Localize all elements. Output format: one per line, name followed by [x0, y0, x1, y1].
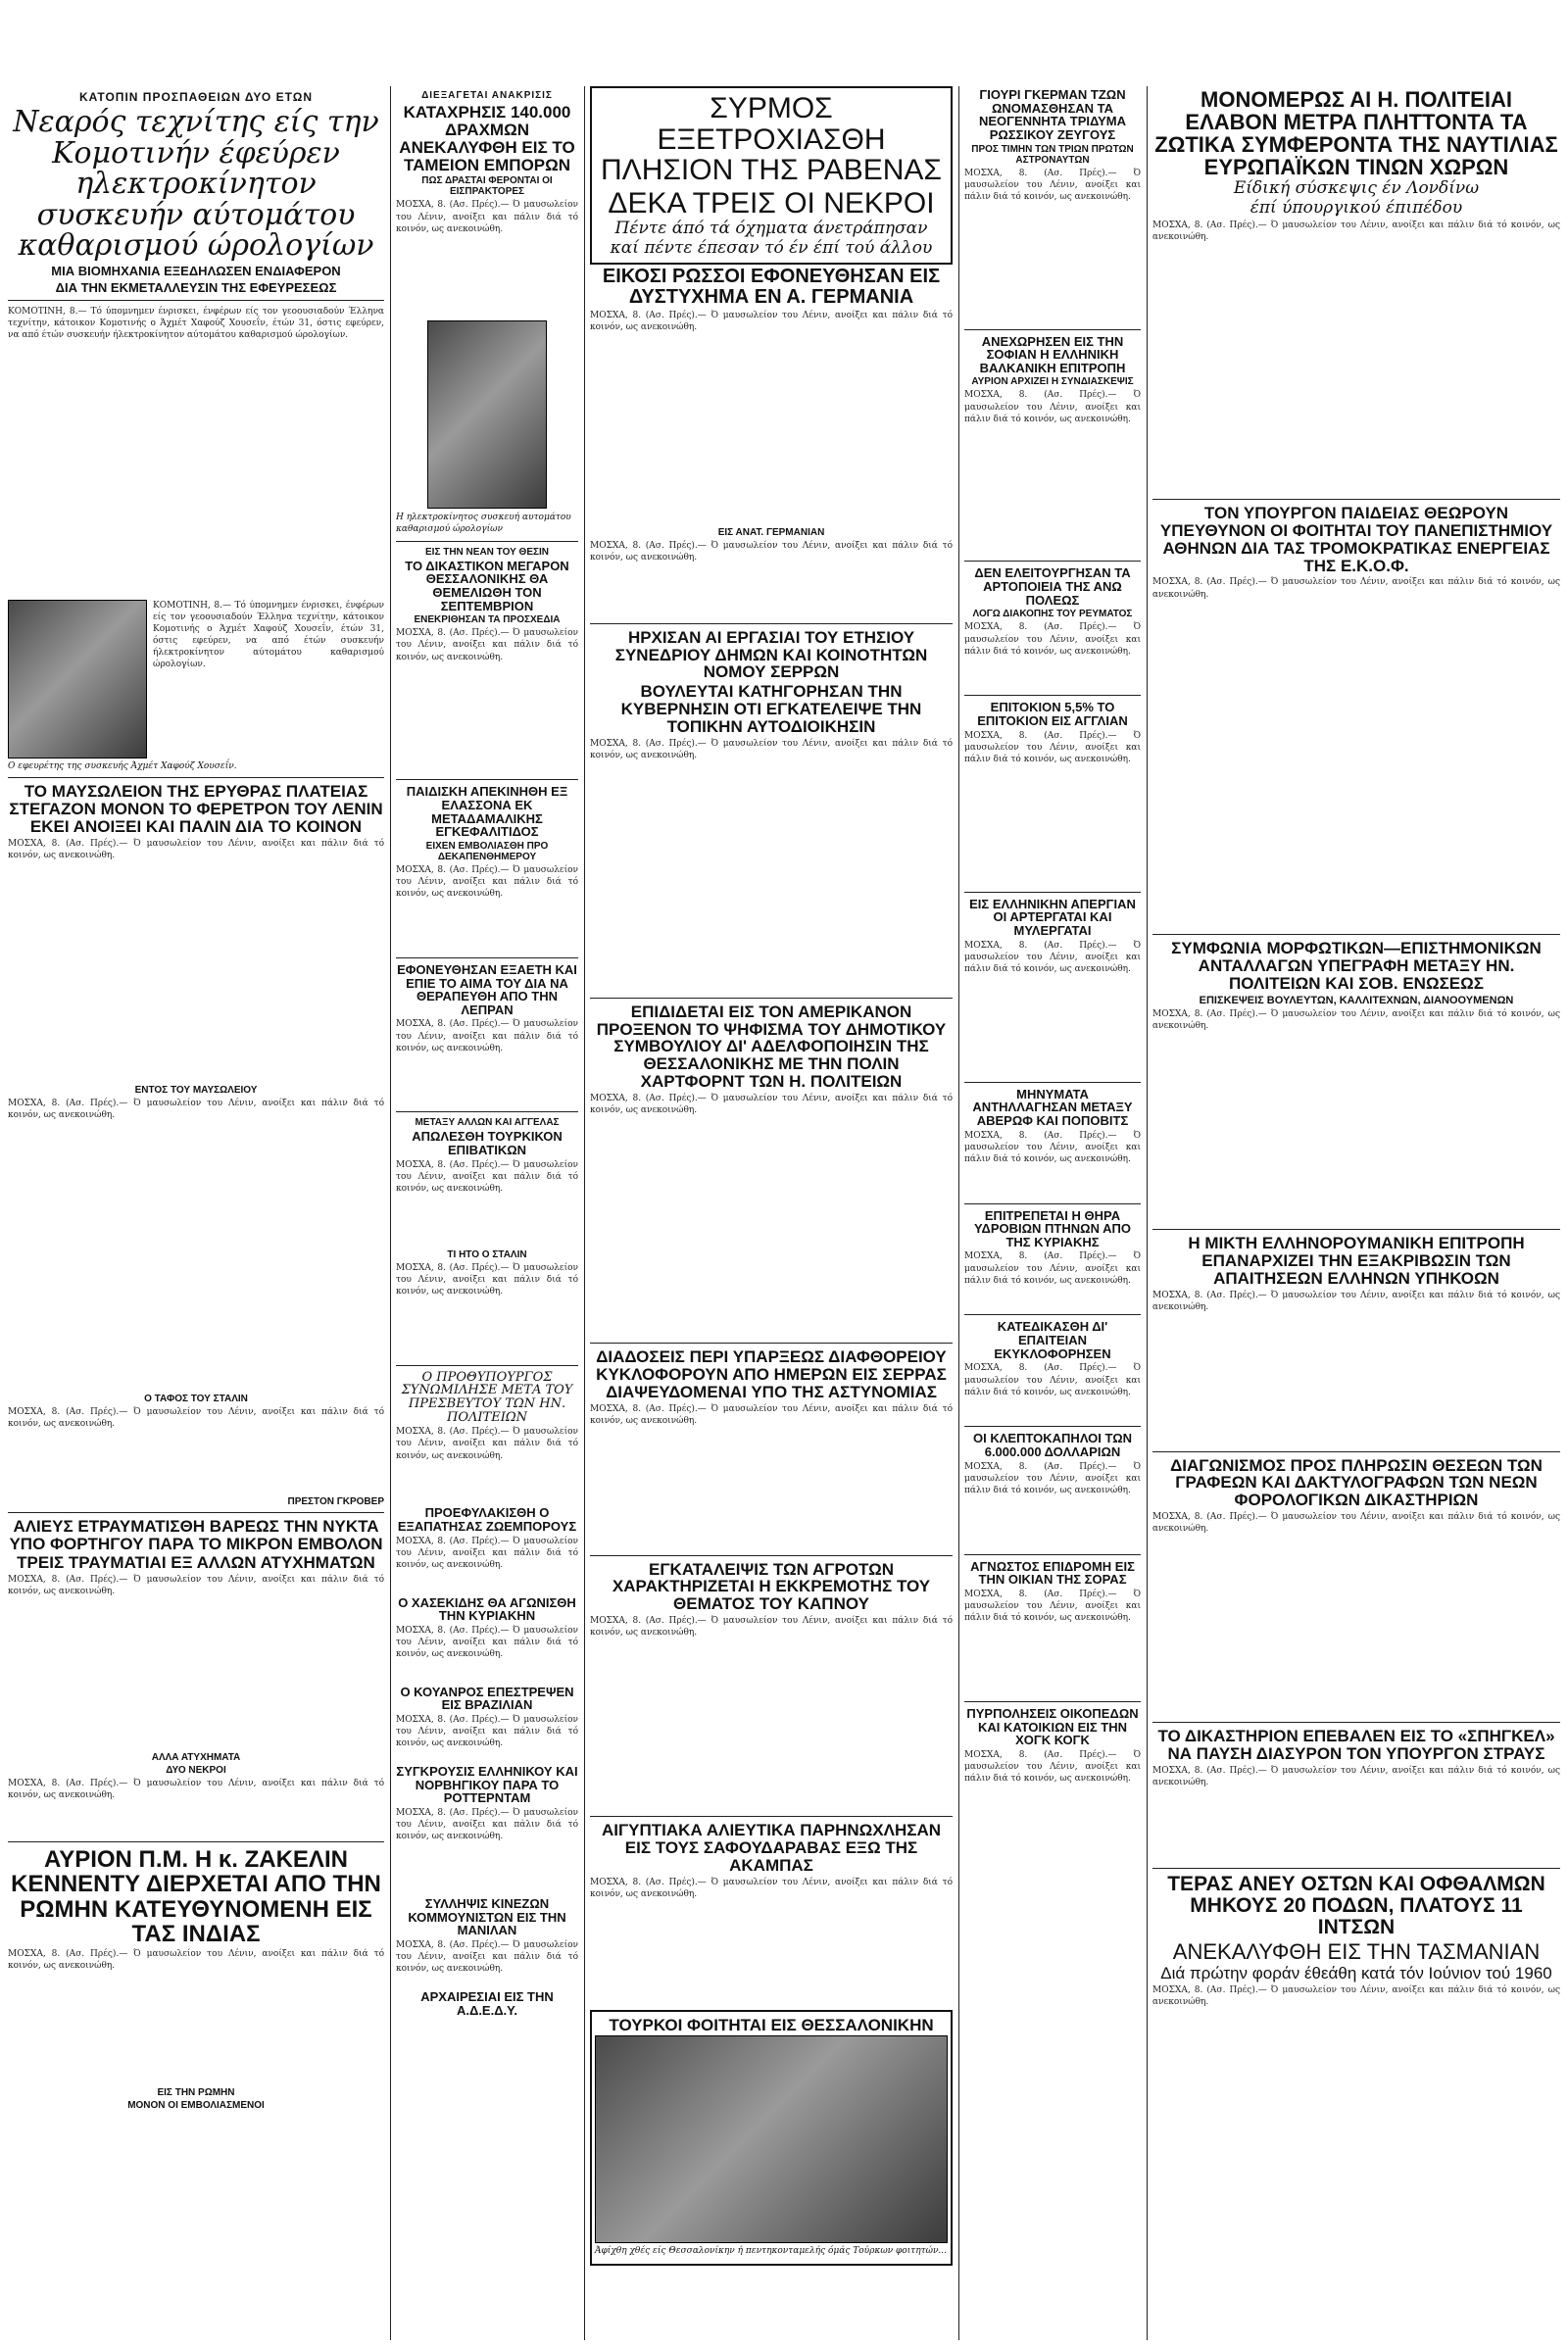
kicker: ΚΑΤΟΠΙΝ ΠΡΟΣΠΑΘΕΙΩΝ ΔΥΟ ΕΤΩΝ: [79, 90, 313, 104]
train-box: [590, 86, 953, 265]
headline-students: ΤΟΥΡΚΟΙ ΦΟΙΤΗΤΑΙ ΕΙΣ ΘΕΣΣΑΛΟΝΙΚΗΝ: [609, 2015, 934, 2034]
article-body: ΜΟΣΧΑ, 8. (Ασ. Πρές).— Ό μαυσωλείον του Λένιν, ανοίξει και πάλιν διά τό κοινόν, ως ανεκοινώθη.: [8, 1779, 384, 1801]
students-photo: [595, 2035, 948, 2243]
headline-egypt: ΑΙΓΥΠΤΙΑΚΑ ΑΛΙΕΥΤΙΚΑ ΠΑΡΗΝΩΧΛΗΣΑΝ ΕΙΣ ΤΟΥΣ ΣΑΦΟΥΔΑΡΑΒΑΣ ΕΞΩ ΤΗΣ ΑΚΑΜΠΑΣ: [601, 1821, 942, 1875]
column-rule: [1147, 86, 1148, 2340]
headline-begging: ΚΑΤΕΔΙΚΑΣΘΗ ΔΙ' ΕΠΑΙΤΕΙΑΝ ΕΚΥΚΛΟΦΟΡΗΣΕΝ: [994, 1319, 1111, 1361]
headline-spiegel: ΤΟ ΔΙΚΑΣΤΗΡΙΟΝ ΕΠΕΒΑΛΕΝ ΕΙΣ ΤΟ «ΣΠΗΓΚΕΛ» ΝΑ ΠΑΥΣΗ ΔΙΑΣΥΡΟΝ ΤΟΝ ΥΠΟΥΡΓΟΝ ΣΤΡΑΥΣ: [1157, 1727, 1555, 1763]
column-2: [396, 86, 578, 2019]
article-body: ΜΟΣΧΑ, 8. (Ασ. Πρές).— Ό μαυσωλείον του Λένιν, ανοίξει και πάλιν διά τό κοινόν, ως ανεκοινώθη.: [964, 1461, 1141, 1495]
subheadline: Πέντε άπό τά όχηματα άνετράπησαν: [614, 219, 928, 238]
article-body: ΜΟΣΧΑ, 8. (Ασ. Πρές).— Ό μαυσωλείον του Λένιν, ανοίξει και πάλιν διά τό κοινόν, ως ανεκοινώθη.: [1152, 1290, 1560, 1312]
article-body: ΜΟΣΧΑ, 8. (Ασ. Πρές).— Ό μαυσωλείον του Λένιν, ανοίξει και πάλιν διά τό κοινόν, ως ανεκοινώθη.: [396, 1262, 578, 1297]
headline-thieves: ΟΙ ΚΛΕΠΤΟΚΑΠΗΛΟΙ ΤΩΝ 6.000.000 ΔΟΛΛΑΡΙΩΝ: [973, 1431, 1132, 1460]
headline-chasekidis: Ο ΧΑΣΕΚΙΔΗΣ ΘΑ ΑΓΩΝΙΣΘΗ ΤΗΝ ΚΥΡΙΑΚΗΝ: [398, 1594, 576, 1624]
article-body: ΜΟΣΧΑ, 8. (Ασ. Πρές).— Ό μαυσωλείον του Λένιν, ανοίξει και πάλιν διά τό κοινόν, ως ανεκοινώθη.: [590, 738, 953, 760]
subheadline: ΕΝΤΟΣ ΤΟΥ ΜΑΥΣΩΛΕΙΟΥ: [134, 1084, 258, 1096]
headline-triplets: ΓΙΟΥΡΙ ΓΚΕΡΜΑΝ ΤΖΩΝ ΩΝΟΜΑΣΘΗΣΑΝ ΤΑ ΝΕΟΓΕΝΝΗΤΑ ΤΡΙΔΥΜΑ ΡΩΣΣΙΚΟΥ ΖΕΥΓΟΥΣ: [978, 87, 1127, 142]
headline-inventor: Νεαρός τεχνίτης είς την Κομοτινήν έφεύρεν ηλεκτροκίνητον συσκευήν αύτομάτου καθαρισμού ώρολογίων: [13, 105, 379, 263]
subheadline: Είδική σύσκεψις έν Λονδίνω: [1233, 178, 1480, 199]
article-body: ΜΟΣΧΑ, 8. (Ασ. Πρές).— Ό μαυσωλείον του Λένιν, ανοίξει και πάλιν διά τό κοινόν, ως ανεκοινώθη.: [1152, 1984, 1560, 2007]
article-body: ΜΟΣΧΑ, 8. (Ασ. Πρές).— Ό μαυσωλείον του Λένιν, ανοίξει και πάλιν διά τό κοινόν, ως ανεκοινώθη.: [964, 622, 1141, 657]
article-body: ΜΟΣΧΑ, 8. (Ασ. Πρές).— Ό μαυσωλείον του Λένιν, ανοίξει και πάλιν διά τό κοινόν, ως ανεκοινώθη.: [590, 1403, 953, 1426]
headline-monster: ΤΕΡΑΣ ΑΝΕΥ ΟΣΤΩΝ ΚΑΙ ΟΦΘΑΛΜΩΝ ΜΗΚΟΥΣ 20 ΠΟΔΩΝ, ΠΛΑΤΟΥΣ 11 ΙΝΤΣΩΝ: [1167, 1872, 1545, 1938]
column-1: [8, 86, 384, 2113]
headline-students-minister: ΤΟΝ ΥΠΟΥΡΓΟΝ ΠΑΙΔΕΙΑΣ ΘΕΩΡΟΥΝ ΥΠΕΥΘΥΝΟΝ ΟΙ ΦΟΙΤΗΤΑΙ ΤΟΥ ΠΑΝΕΠΙΣΤΗΜΙΟΥ ΑΘΗΝΩΝ ΔΙΑ ΤΑΣ ΤΡΟΜΟΚΡΑΤΙΚΑΣ ΕΝΕΡΓΕΙΑΣ ΤΗΣ Ε.Κ.Ο.Φ.: [1159, 504, 1553, 575]
article-body: ΜΟΣΧΑ, 8. (Ασ. Πρές).— Ό μαυσωλείον του Λένιν, ανοίξει και πάλιν διά τό κοινόν, ως ανεκοινώθη.: [396, 1427, 578, 1461]
article-body: ΜΟΣΧΑ, 8. (Ασ. Πρές).— Ό μαυσωλείον του Λένιν, ανοίξει και πάλιν διά τό κοινόν, ως ανεκοινώθη.: [396, 628, 578, 662]
column-rule: [390, 86, 391, 2340]
article-body: ΜΟΣΧΑ, 8. (Ασ. Πρές).— Ό μαυσωλείον του Λένιν, ανοίξει και πάλιν διά τό κοινόν, ως ανεκοινώθη.: [396, 1019, 578, 1053]
subheadline: ΜΙΑ ΒΙΟΜΗΧΑΝΙΑ ΕΞΕΔΗΛΩΣΕΝ ΕΝΔΙΑΦΕΡΟΝ: [51, 263, 341, 278]
article-body: ΜΟΣΧΑ, 8. (Ασ. Πρές).— Ό μαυσωλείον του Λένιν, ανοίξει και πάλιν διά τό κοινόν, ως ανεκοινώθη.: [396, 1159, 578, 1194]
article-body: ΜΟΣΧΑ, 8. (Ασ. Πρές).— Ό μαυσωλείον του Λένιν, ανοίξει και πάλιν διά τό κοινόν, ως ανεκοινώθη.: [396, 200, 578, 234]
headline-hartford: ΕΠΙΔΙΔΕΤΑΙ ΕΙΣ ΤΟΝ ΑΜΕΡΙΚΑΝΟΝ ΠΡΟΞΕΝΟΝ ΤΟ ΨΗΦΙΣΜΑ ΤΟΥ ΔΗΜΟΤΙΚΟΥ ΣΥΜΒΟΥΛΙΟΥ ΔΙ' ΑΔΕΛΦΟΠΟΙΗΣΙΝ ΤΗΣ ΘΕΣΣΑΛΟΝΙΚΗΣ ΜΕ ΤΗΝ ΠΟΛΙΝ ΧΑΡΤΦΟΡΝΤ ΤΩΝ Η. ΠΟΛΙΤΕΙΩΝ: [596, 1002, 947, 1092]
headline-competition: ΔΙΑΓΩΝΙΣΜΟΣ ΠΡΟΣ ΠΛΗΡΩΣΙΝ ΘΕΣΕΩΝ ΤΩΝ ΓΡΑΦΕΩΝ ΚΑΙ ΔΑΚΤΥΛΟΓΡΑΦΩΝ ΤΩΝ ΝΕΩΝ ΦΟΡΟΛΟΓΙΚΩΝ ΔΙΚΑΣΤΗΡΙΩΝ: [1170, 1455, 1543, 1510]
headline-exchanges: ΣΥΜΦΩΝΙΑ ΜΟΡΦΩΤΙΚΩΝ—ΕΠΙΣΤΗΜΟΝΙΚΩΝ ΑΝΤΑΛΛΑΓΩΝ ΥΠΕΓΡΑΦΗ ΜΕΤΑΞΥ ΗΝ. ΠΟΛΙΤΕΙΩΝ ΚΑΙ ΣΟΒ. ΕΝΩΣΕΩΣ: [1171, 939, 1542, 994]
article-body: ΜΟΣΧΑ, 8. (Ασ. Πρές).— Ό μαυσωλείον του Λένιν, ανοίξει και πάλιν διά τό κοινόν, ως ανεκοινώθη.: [964, 1363, 1141, 1397]
article-body: ΜΟΣΧΑ, 8. (Ασ. Πρές).— Ό μαυσωλείον του Λένιν, ανοίξει και πάλιν διά τό κοινόν, ως ανεκοινώθη.: [964, 168, 1141, 202]
headline-serres: ΔΙΑΔΟΣΕΙΣ ΠΕΡΙ ΥΠΑΡΞΕΩΣ ΔΙΑΦΘΟΡΕΙΟΥ ΚΥΚΛΟΦΟΡΟΥΝ ΑΠΟ ΗΜΕΡΩΝ ΕΙΣ ΣΕΡΡΑΣ ΔΙΑΨΕΥΔΟΜΕΝΑΙ ΥΠΟ ΤΗΣ ΑΣΤΥΝΟΜΙΑΣ: [596, 1346, 947, 1401]
article-body: ΜΟΣΧΑ, 8. (Ασ. Πρές).— Ό μαυσωλείον του Λένιν, ανοίξει και πάλιν διά τό κοινόν, ως ανεκοινώθη.: [8, 1575, 384, 1597]
subheadline: ΛΟΓΩ ΔΙΑΚΟΠΗΣ ΤΟΥ ΡΕΥΜΑΤΟΣ: [972, 609, 1133, 620]
article-body: ΜΟΣΧΑ, 8. (Ασ. Πρές).— Ό μαυσωλείον του Λένιν, ανοίξει και πάλιν διά τό κοινόν, ως ανεκοινώθη.: [590, 1093, 953, 1116]
students-box: [590, 2010, 953, 2267]
photo-caption: Ο εφευρέτης της συσκευής Άχμέτ Χαφούζ Χουσεΐν.: [8, 760, 237, 771]
headline-kennedy: ΑΥΡΙΟΝ Π.Μ. Η κ. ΖΑΚΕΛΙΝ ΚΕΝΝΕΝΤΥ ΔΙΕΡΧΕΤΑΙ ΑΠΟ ΤΗΝ ΡΩΜΗΝ ΚΑΤΕΥΘΥΝΟΜΕΝΗ ΕΙΣ ΤΑΣ ΙΝΔΙΑΣ: [11, 1846, 381, 1947]
headline-fisherman: ΑΛΙΕΥΣ ΕΤΡΑΥΜΑΤΙΣΘΗ ΒΑΡΕΩΣ ΤΗΝ ΝΥΚΤΑ ΥΠΟ ΦΟΡΤΗΓΟΥ ΠΑΡΑ ΤΟ ΜΙΚΡΟΝ ΕΜΒΟΛΟΝ: [9, 1516, 383, 1553]
headline-messages: ΜΗΝΥΜΑΤΑ ΑΝΤΗΛΛΑΓΗΣΑΝ ΜΕΤΑΞΥ ΑΒΕΡΩΦ ΚΑΙ ΠΟΠΟΒΙΤΣ: [972, 1086, 1133, 1128]
article-body: ΜΟΣΧΑ, 8. (Ασ. Πρές).— Ό μαυσωλείον του Λένιν, ανοίξει και πάλιν διά τό κοινόν, ως ανεκοινώθη.: [964, 1749, 1141, 1785]
article-body: ΚΟΜΟΤΙΝΗ, 8.— Τό ύπομνημεν ένρισκει, ένφέρων είς τον γεοουσιαδούν Έλληνα τεχνίτην, κάτοικον Κομοτινής ο Άχμέτ Χαφούζ Χουσεΐν, έτών 31, όστις εφεύρεν, να από έτών συσκευήν ήλεκτροκίνητον αύτομάτου καθαρισμού ώρολογίων.: [153, 600, 384, 670]
headline-tobacco: ΕΓΚΑΤΑΛΕΙΨΙΣ ΤΩΝ ΑΓΡΟΤΩΝ ΧΑΡΑΚΤΗΡΙΖΕΤΑΙ Η ΕΚΚΡΕΜΟΤΗΣ ΤΟΥ ΘΕΜΑΤΟΣ ΤΟΥ ΚΑΠΝΟΥ: [612, 1559, 931, 1614]
photo-caption: Άφίχθη χθές είς Θεσσαλονίκην ή πεντηκονταμελής όμάς Τούρκων φοιτητών...: [595, 2246, 947, 2257]
article-body: ΚΟΜΟΤΙΝΗ, 8.— Τό ύπομνημεν ένρισκει, ένφέρων είς τον γεοουσιαδούν Έλληνα τεχνίτην, κάτοικον Κομοτινής ο Άχμέτ Χαφούζ Χουσεΐν, έτών 31, όστις εφεύρεν, να από έτών συσκευήν ήλεκτροκίνητον αύτομάτου καθαρισμού ώρολογίων.: [8, 306, 384, 340]
article-body: ΜΟΣΧΑ, 8. (Ασ. Πρές).— Ό μαυσωλείον του Λένιν, ανοίξει και πάλιν διά τό κοινόν, ως ανεκοινώθη.: [396, 1939, 578, 1975]
headline-deputies: ΒΟΥΛΕΥΤΑΙ ΚΑΤΗΓΟΡΗΣΑΝ ΤΗΝ ΚΥΒΕΡΝΗΣΙΝ ΟΤΙ ΕΓΚΑΤΕΛΕΙΨΕ ΤΗΝ ΤΟΠΙΚΗΝ ΑΥΤΟΔΙΟΙΚΗΣΙΝ: [620, 682, 922, 736]
article-body: ΜΟΣΧΑ, 8. (Ασ. Πρές).— Ό μαυσωλείον του Λένιν, ανοίξει και πάλιν διά τό κοινόν, ως ανεκοινώθη.: [396, 1715, 578, 1749]
headline-hunting: ΕΠΙΤΡΕΠΕΤΑΙ Η ΘΗΡΑ ΥΔΡΟΒΙΩΝ ΠΤΗΝΩΝ ΑΠΟ ΤΗΣ ΚΥΡΙΑΚΗΣ: [974, 1207, 1131, 1249]
subheadline: ΕΠΙΣΚΕΨΕΙΣ ΒΟΥΛΕΥΤΩΝ, ΚΑΛΛΙΤΕΧΝΩΝ, ΔΙΑΝΟΟΥΜΕΝΩΝ: [1199, 994, 1514, 1006]
headline-leprosy: ΕΦΟΝΕΥΘΗΣΑΝ ΕΞΑΕΤΗ ΚΑΙ ΕΠΙΕ ΤΟ ΑΙΜΑ ΤΟΥ ΔΙΑ ΝΑ ΘΕΡΑΠΕΥΘΗ ΑΠΟ ΤΗΝ ΛΕΠΡΑΝ: [397, 961, 577, 1017]
headline-collision: ΣΥΓΚΡΟΥΣΙΣ ΕΛΛΗΝΙΚΟΥ ΚΑΙ ΝΟΡΒΗΓΙΚΟΥ ΠΑΡΑ ΤΟ ΡΟΤΤΕΡΝΤΑΜ: [396, 1764, 578, 1806]
article-body: ΜΟΣΧΑ, 8. (Ασ. Πρές).— Ό μαυσωλείον του Λένιν, ανοίξει και πάλιν διά τό κοινόν, ως ανεκοινώθη.: [964, 940, 1141, 974]
subheadline: ΕΙΣ ΤΗΝ ΝΕΑΝ ΤΟΥ ΘΕΣΙΝ: [425, 546, 549, 558]
article-body: ΜΟΣΧΑ, 8. (Ασ. Πρές).— Ό μαυσωλείον του Λένιν, ανοίξει και πάλιν διά τό κοινόν, ως ανεκοινώθη.: [964, 730, 1141, 764]
article-body: ΜΟΣΧΑ, 8. (Ασ. Πρές).— Ό μαυσωλείον του Λένιν, ανοίξει και πάλιν διά τό κοινόν, ως ανεκοινώθη.: [8, 1098, 384, 1120]
byline: ΠΡΕΣΤΟΝ ΓΚΡΟΒΕΡ: [287, 1495, 384, 1507]
subheadline: ΔΥΟ ΝΕΚΡΟΙ: [166, 1765, 226, 1777]
subheadline: καί πέντε έπεσαν τό έν έπί τού άλλου: [610, 237, 933, 258]
device-photo: [427, 320, 547, 509]
subheadline: ΕΙΣ ΑΝΑΤ. ΓΕΡΜΑΝΙΑΝ: [717, 526, 825, 538]
article-body: ΜΟΣΧΑ, 8. (Ασ. Πρές).— Ό μαυσωλείον του Λένιν, ανοίξει και πάλιν διά τό κοινόν, ως ανεκοινώθη.: [396, 864, 578, 900]
subheadline: ΠΩΣ ΔΡΑΣΤΑΙ ΦΕΡΟΝΤΑΙ ΟΙ ΕΙΣΠΡΑΚΤΟΡΕΣ: [421, 175, 553, 198]
subheadline: ΕΝΕΚΡΙΘΗΣΑΝ ΤΑ ΠΡΟΣΧΕΔΙΑ: [414, 614, 561, 626]
article-body: ΜΟΣΧΑ, 8. (Ασ. Πρές).— Ό μαυσωλείον του Λένιν, ανοίξει και πάλιν διά τό κοινόν, ως ανεκοινώθη.: [8, 838, 384, 860]
subheadline: ΤΡΕΙΣ ΤΡΑΥΜΑΤΙΑΙ ΕΞ ΑΛΛΩΝ ΑΤΥΧΗΜΑΤΩΝ: [17, 1553, 375, 1573]
headline-dead: ΔΕΚΑ ΤΡΕΙΣ ΟΙ ΝΕΚΡΟΙ: [608, 186, 935, 220]
headline-balkan: ΑΝΕΧΩΡΗΣΕΝ ΕΙΣ ΤΗΝ ΣΟΦΙΑΝ Η ΕΛΛΗΝΙΚΗ ΒΑΛΚΑΝΙΚΗ ΕΠΙΤΡΟΠΗ: [979, 333, 1126, 375]
column-5: [1152, 86, 1560, 2180]
article-body: ΜΟΣΧΑ, 8. (Ασ. Πρές).— Ό μαυσωλείον του Λένιν, ανοίξει και πάλιν διά τό κοινόν, ως ανεκοινώθη.: [396, 1536, 578, 1570]
headline-strike: ΕΙΣ ΕΛΛΗΝΙΚΗΝ ΑΠΕΡΓΙΑΝ ΟΙ ΑΡΤΕΡΓΑΤΑΙ ΚΑΙ ΜΥΛΕΡΓΑΤΑΙ: [969, 896, 1136, 938]
headline-train: ΣΥΡΜΟΣ ΕΞΕΤΡΟΧΙΑΣΘΗ ΠΛΗΣΙΟΝ ΤΗΣ ΡΑΒΕΝΑΣ: [601, 92, 942, 186]
headline-turkish: ΑΠΩΛΕΣΘΗ ΤΟΥΡΚΙΚΟΝ ΕΠΙΒΑΤΙΚΩΝ: [412, 1129, 563, 1158]
subheadline: ΤΙ ΗΤΟ Ο ΣΤΑΛΙΝ: [447, 1248, 527, 1260]
subheadline: ΕΙΧΕΝ ΕΜΒΟΛΙΑΣΘΗ ΠΡΟ ΔΕΚΑΠΕΝΘΗΜΕΡΟΥ: [425, 840, 549, 862]
headline-manila: ΣΥΛΛΗΨΙΣ ΚΙΝΕΖΩΝ ΚΟΜΜΟΥΝΙΣΤΩΝ ΕΙΣ ΤΗΝ ΜΑΝΙΛΑΝ: [408, 1896, 566, 1938]
headline-pm: Ο ΠΡΟΘΥΠΟΥΡΓΟΣ ΣΥΝΩΜΙΛΗΣΕ ΜΕΤΑ ΤΟΥ ΠΡΕΣΒΕΥΤΟΥ ΤΩΝ ΗΝ. ΠΟΛΙΤΕΙΩΝ: [401, 1369, 573, 1425]
headline-romania: Η ΜΙΚΤΗ ΕΛΛΗΝΟΡΟΥΜΑΝΙΚΗ ΕΠΙΤΡΟΠΗ ΕΠΑΝΑΡΧΙΖΕΙ ΤΗΝ ΕΞΑΚΡΙΒΩΣΙΝ ΤΩΝ ΑΠΑΙΤΗΣΕΩΝ ΕΛΛΗΝΩΝ ΥΠΗΚΟΩΝ: [1188, 1233, 1525, 1288]
subheadline: ΜΕΤΑΞΥ ΑΛΛΩΝ ΚΑΙ ΑΓΓΕΛΑΣ: [415, 1117, 560, 1129]
headline-russians: ΕΙΚΟΣΙ ΡΩΣΣΟΙ ΕΦΟΝΕΥΘΗΣΑΝ ΕΙΣ ΔΥΣΤΥΧΗΜΑ ΕΝ Α. ΓΕΡΜΑΝΙΑ: [602, 265, 941, 308]
subheadline: έπί ύπουργικού έπιπέδου: [1250, 198, 1463, 219]
headline-shipping: ΜΟΝΟΜΕΡΩΣ ΑΙ Η. ΠΟΛΙΤΕΙΑΙ ΕΛΑΒΟΝ ΜΕΤΡΑ ΠΛΗΤΤΟΝΤΑ ΤΑ ΖΩΤΙΚΑ ΣΥΜΦΕΡΟΝΤΑ ΤΗΣ ΝΑΥΤΙΛΙΑΣ ΕΥΡΩΠΑΪΚΩΝ ΤΙΝΩΝ ΧΩΡΩΝ: [1154, 87, 1558, 180]
article-body: ΜΟΣΧΑ, 8. (Ασ. Πρές).— Ό μαυσωλείον του Λένιν, ανοίξει και πάλιν διά τό κοινόν, ως ανεκοινώθη.: [1152, 1008, 1560, 1032]
photo-caption: Η ηλεκτροκίνητος συσκευή αυτομάτου καθαρισμού ώρολογίων: [396, 513, 571, 535]
kicker: ΔΙΕΞΑΓΕΤΑΙ ΑΝΑΚΡΙΣΙΣ: [421, 90, 553, 101]
headline-embezzlement: ΚΑΤΑΧΡΗΣΙΣ 140.000 ΔΡΑΧΜΩΝ ΑΝΕΚΑΛΥΦΘΗ ΕΙΣ ΤΟ ΤΑΜΕΙΟΝ ΕΜΠΟΡΩΝ: [399, 103, 575, 174]
headline-bakeries: ΔΕΝ ΕΛΕΙΤΟΥΡΓΗΣΑΝ ΤΑ ΑΡΤΟΠΟΙΕΙΑ ΤΗΣ ΑΝΩ ΠΟΛΕΩΣ: [974, 565, 1131, 608]
subheadline: ΠΡΟΣ ΤΙΜΗΝ ΤΩΝ ΤΡΙΩΝ ΠΡΩΤΩΝ ΑΣΤΡΟΝΑΥΤΩΝ: [971, 143, 1134, 166]
article-body: ΜΟΣΧΑ, 8. (Ασ. Πρές).— Ό μαυσωλείον του Λένιν, ανοίξει και πάλιν διά τό κοινόν, ως ανεκοινώθη.: [964, 1251, 1141, 1286]
subheadline: ΜΟΝΟΝ ΟΙ ΕΜΒΟΛΙΑΣΜΕΝΟΙ: [127, 2100, 265, 2111]
headline-tasmania: ΑΝΕΚΑΛΥΦΘΗ ΕΙΣ ΤΗΝ ΤΑΣΜΑΝΙΑΝ: [1172, 1938, 1541, 1964]
column-rule: [958, 86, 959, 2340]
headline-adedy: ΑΡΧΑΙΡΕΣΙΑΙ ΕΙΣ ΤΗΝ Α.Δ.Ε.Δ.Υ.: [420, 1988, 554, 2018]
article-body: ΜΟΣΧΑ, 8. (Ασ. Πρές).— Ό μαυσωλείον του Λένιν, ανοίξει και πάλιν διά τό κοινόν, ως ανεκοινώθη.: [964, 1130, 1141, 1164]
article-body: ΜΟΣΧΑ, 8. (Ασ. Πρές).— Ό μαυσωλείον του Λένιν, ανοίξει και πάλιν διά τό κοινόν, ως ανεκοινώθη.: [396, 1808, 578, 1842]
headline-raid: ΑΓΝΩΣΤΟΣ ΕΠΙΔΡΟΜΗ ΕΙΣ ΤΗΝ ΟΙΚΙΑΝ ΤΗΣ ΣΟΡΑΣ: [970, 1558, 1135, 1588]
subheadline: ΔΙΑ ΤΗΝ ΕΚΜΕΤΑΛΛΕΥΣΙΝ ΤΗΣ ΕΦΕΥΡΕΣΕΩΣ: [55, 279, 337, 295]
article-body: ΜΟΣΧΑ, 8. (Ασ. Πρές).— Ό μαυσωλείον του Λένιν, ανοίξει και πάλιν διά τό κοινόν, ως ανεκοινώθη.: [590, 540, 953, 563]
portrait-photo: [8, 600, 147, 759]
column-rule: [584, 86, 585, 2340]
article-body: ΜΟΣΧΑ, 8. (Ασ. Πρές).— Ό μαυσωλείον του Λένιν, ανοίξει και πάλιν διά τό κοινόν, ως ανεκοινώθη.: [964, 1589, 1141, 1624]
article-body: ΜΟΣΧΑ, 8. (Ασ. Πρές).— Ό μαυσωλείον του Λένιν, ανοίξει και πάλιν διά τό κοινόν, ως ανεκοινώθη.: [964, 390, 1141, 424]
headline-rate: ΕΠΙΤΟΚΙΟΝ 5,5% ΤΟ ΕΠΙΤΟΚΙΟΝ ΕΙΣ ΑΓΓΛΙΑΝ: [977, 700, 1128, 729]
headline-girl: ΠΑΙΔΙΣΚΗ ΑΠΕΚΙΝΗΘΗ ΕΞ ΕΛΑΣΣΟΝΑ ΕΚ ΜΕΤΑΔΑΜΑΛΙΚΗΣ ΕΓΚΕΦΑΛΙΤΙΔΟΣ: [406, 784, 568, 840]
headline-brazil: Ο ΚΟΥΑΝΡΟΣ ΕΠΕΣΤΡΕΨΕΝ ΕΙΣ ΒΡΑΖΙΛΙΑΝ: [400, 1684, 574, 1713]
subheadline: Διά πρώτην φοράν έθεάθη κατά τόν Ιούνιον τού 1960: [1160, 1963, 1552, 1982]
headline-hongkong: ΠΥΡΠΟΛΗΣΕΙΣ ΟΙΚΟΠΕΔΩΝ ΚΑΙ ΚΑΤΟΙΚΙΩΝ ΕΙΣ ΤΗΝ ΧΟΓΚ ΚΟΓΚ: [966, 1705, 1139, 1748]
subheadline: ΑΥΡΙΟΝ ΑΡΧΙΖΕΙ Η ΣΥΝΔΙΑΣΚΕΨΙΣ: [971, 376, 1134, 388]
article-body: ΜΟΣΧΑ, 8. (Ασ. Πρές).— Ό μαυσωλείον του Λένιν, ανοίξει και πάλιν διά τό κοινόν, ως ανεκοινώθη.: [1152, 1765, 1560, 1787]
article-body: ΜΟΣΧΑ, 8. (Ασ. Πρές).— Ό μαυσωλείον του Λένιν, ανοίξει και πάλιν διά τό κοινόν, ως ανεκοινώθη.: [1152, 577, 1560, 600]
subheadline: Ο ΤΑΦΟΣ ΤΟΥ ΣΤΑΛΙΝ: [144, 1393, 248, 1404]
article-body: ΜΟΣΧΑ, 8. (Ασ. Πρές).— Ό μαυσωλείον του Λένιν, ανοίξει και πάλιν διά τό κοινόν, ως ανεκοινώθη.: [396, 1625, 578, 1660]
column-4: [964, 86, 1141, 1975]
article-body: ΜΟΣΧΑ, 8. (Ασ. Πρές).— Ό μαυσωλείον του Λένιν, ανοίξει και πάλιν διά τό κοινόν, ως ανεκοινώθη.: [1152, 1512, 1560, 1535]
headline-mausoleum: ΤΟ ΜΑΥΣΩΛΕΙΟΝ ΤΗΣ ΕΡΥΘΡΑΣ ΠΛΑΤΕΙΑΣ ΣΤΕΓΑΖΟΝ ΜΟΝΟΝ ΤΟ ΦΕΡΕΤΡΟΝ ΤΟΥ ΛΕΝΙΝ ΕΚΕΙ ΑΝΟΙΞΕΙ ΚΑΙ ΠΑΛΙΝ ΔΙΑ ΤΟ ΚΟΙΝΟΝ: [9, 782, 383, 836]
article-body: ΜΟΣΧΑ, 8. (Ασ. Πρές).— Ό μαυσωλείον του Λένιν, ανοίξει και πάλιν διά τό κοινόν, ως ανεκοινώθη.: [590, 310, 953, 332]
article-body: ΜΟΣΧΑ, 8. (Ασ. Πρές).— Ό μαυσωλείον του Λένιν, ανοίξει και πάλιν διά τό κοινόν, ως ανεκοινώθη.: [590, 1616, 953, 1639]
headline-arrest: ΠΡΟΕΦΥΛΑΚΙΣΘΗ Ο ΕΞΑΠΑΤΗΣΑΣ ΖΩΕΜΠΟΡΟΥΣ: [397, 1505, 577, 1534]
headline-congress: ΗΡΧΙΣΑΝ ΑΙ ΕΡΓΑΣΙΑΙ ΤΟΥ ΕΤΗΣΙΟΥ ΣΥΝΕΔΡΙΟΥ ΔΗΜΩΝ ΚΑΙ ΚΟΙΝΟΤΗΤΩΝ ΝΟΜΟΥ ΣΕΡΡΩΝ: [614, 627, 928, 682]
subheadline: ΕΙΣ ΤΗΝ ΡΩΜΗΝ: [157, 2087, 235, 2098]
article-body: ΜΟΣΧΑ, 8. (Ασ. Πρές).— Ό μαυσωλείον του Λένιν, ανοίξει και πάλιν διά τό κοινόν, ως ανεκοινώθη.: [8, 1406, 384, 1429]
article-body: ΜΟΣΧΑ, 8. (Ασ. Πρές).— Ό μαυσωλείον του Λένιν, ανοίξει και πάλιν διά τό κοινόν, ως ανεκοινώθη.: [8, 1949, 384, 1972]
subheadline: ΑΛΛΑ ΑΤΥΧΗΜΑΤΑ: [151, 1752, 241, 1764]
article-body: ΜΟΣΧΑ, 8. (Ασ. Πρές).— Ό μαυσωλείον του Λένιν, ανοίξει και πάλιν διά τό κοινόν, ως ανεκοινώθη.: [590, 1877, 953, 1899]
article-body: ΜΟΣΧΑ, 8. (Ασ. Πρές).— Ό μαυσωλείον του Λένιν, ανοίξει και πάλιν διά τό κοινόν, ως ανεκοινώθη.: [1152, 220, 1560, 243]
column-3: [590, 86, 953, 2266]
headline-courthouse: ΤΟ ΔΙΚΑΣΤΙΚΟΝ ΜΕΓΑΡΟΝ ΘΕΣΣΑΛΟΝΙΚΗΣ ΘΑ ΘΕΜΕΛΙΩΘΗ ΤΟΝ ΣΕΠΤΕΜΒΡΙΟΝ: [405, 558, 569, 613]
